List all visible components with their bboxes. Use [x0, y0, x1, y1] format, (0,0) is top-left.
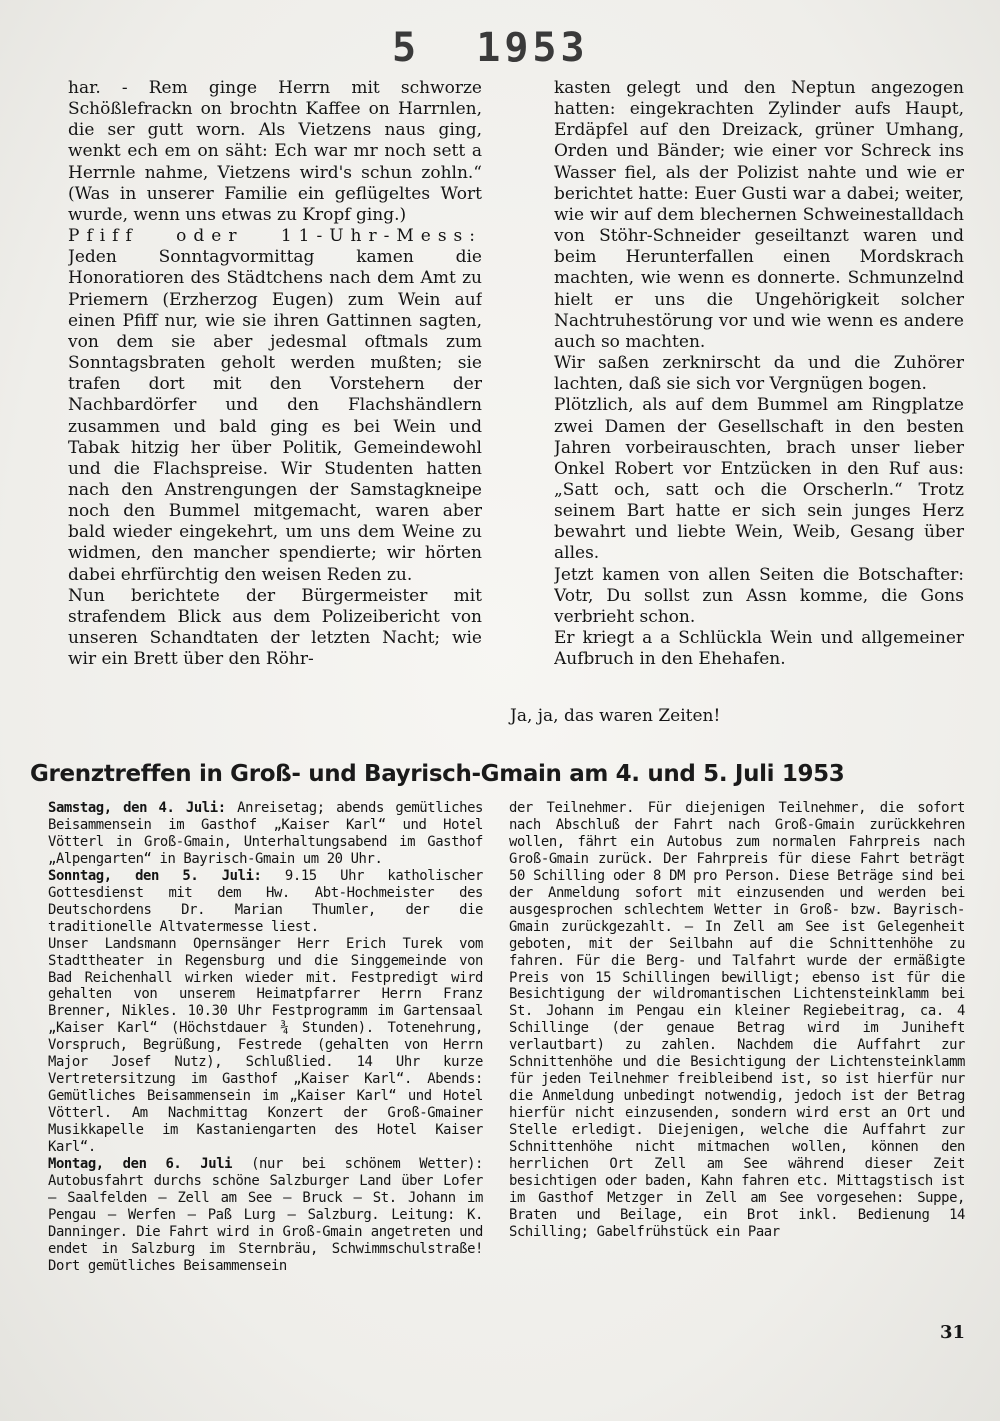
paragraph: Nun berichtete der Bürgermeister mit strafendem Blick aus dem Polizeibericht von unseren Schandtaten der letzten Nacht; wie wir ein Brett über den Röhr- — [68, 585, 482, 670]
program-day-sunday — [48, 868, 483, 936]
program-day-monday — [48, 1156, 483, 1275]
article-top-right-column — [554, 78, 964, 670]
paragraph-pfiff — [68, 226, 482, 586]
day-text: Anreisetag; abends gemütliches Beisammensein im Gasthof „Kaiser Karl“ und Hotel Vötterl in Groß-Gmain, Unterhaltungsabend im Gasthof „Alpengarten“ in Bayrisch-Gmain um 20 Uhr. — [48, 800, 483, 867]
paragraph: Wir saßen zerknirscht da und die Zuhörer lachten, daß sie sich vor Vergnügen bogen. — [554, 353, 964, 395]
page-number: 31 — [940, 1322, 966, 1343]
paragraph: kasten gelegt und den Neptun angezogen hatten: eingekrachten Zylinder aufs Haupt, Erdäpfel auf den Dreizack, grüner Umhang, Orden und Bänder; wie einer vor Schreck ins Wasser fiel, als der Polizist nahte und wie er berichtet hatte: Euer Gusti war a dabei; weiter, wie wir auf dem blechernen Schweinestalldach von Stöhr-Schneider geseiltanzt waren und beim Herunterfallen einen Mordskrach machten, wie wenn es donnerte. Schmunzelnd hielt er uns die Ungehörigkeit solcher Nachtruhestörung vor und wie wenn es andere auch so machten. — [554, 78, 964, 352]
paragraph: der Teilnehmer. Für diejenigen Teilnehmer, die sofort nach Abschluß der Fahrt nach Groß-Gmain zurückkehren wollen, fährt ein Autobus zum normalen Fahrpreis nach Groß-Gmain zurück. Der Fahrpreis für diese Fahrt beträgt 50 Schilling oder 8 DM pro Person. Diese Beträge sind bei der Anmeldung sofort mit einzusenden und werden bei ausgesprochen schlechtem Wetter in Groß- bzw. Bayrisch-Gmain zurückgezahlt. — In Zell am See ist Gelegenheit geboten, mit der Seilbahn auf die Schnittenhöhe zu fahren. Für die Berg- und Talfahrt wurde der ermäßigte Preis von 15 Schillingen bewilligt; ebenso ist für die Besichtigung der wildromantischen Lichtensteinklamm bei St. Johann im Pengau ein kleiner Regiebeitrag, ca. 4 Schillinge (der genaue Betrag wird im Juniheft verlautbart) zu zahlen. Nachdem die Auffahrt zur Schnittenhöhe und die Besichtigung der Lichtensteinklamm für jeden Teilnehmer freibleibend ist, so ist hierfür nur die Anmeldung unbedingt notwendig, jedoch ist der Betrag hierfür nicht einzusenden, sondern wird erst an Ort und Stelle erledigt. Diejenigen, welche die Auffahrt zur Schnittenhöhe nicht mitmachen wollen, können den herrlichen Ort Zell am See während dieser Zeit besichtigen oder baden, Kahn fahren etc. Mittagstisch ist im Gasthof Metzger in Zell am See vorgesehen: Suppe, Braten und Beilage, ein Brot inkl. Bedienung 14 Schilling; Gabelfrühstück ein Paar — [509, 800, 965, 1240]
paragraph: Er kriegt a a Schlückla Wein und allgemeiner Aufbruch in den Ehehafen. — [554, 628, 964, 670]
paragraph-text: Jeden Sonntagvormittag kamen die Honoratioren des Städtchens nach dem Amt zu Priemern (Erzherzog Eugen) zum Wein auf einen Pfiff nur, wie sie ihren Gattinnen sagten, von dem sie aber jedesmal oftmals zum Sonntagsbraten geholt werden mußten; sie trafen dort mit den Vorstehern der Nachbardörfer und den Flachshändlern zusammen und bald ging es bei Wein und Tabak hitzig her über Politik, Gemeindewohl und die Flachspreise. Wir Studenten hatten nach den Anstrengungen der Samstagkneipe noch den Bummel mitgemacht, waren aber bald wieder eingekehrt, um uns dem Weine zu widmen, den mancher spendierte; wir hörten dabei ehrfürchtig den weisen Reden zu. — [68, 247, 482, 585]
program-sunday-details — [48, 936, 483, 1156]
paragraph: Plötzlich, als auf dem Bummel am Ringplatze zwei Damen der Gesellschaft in den besten Jahren vorbeirauschten, brach unser lieber Onkel Robert vor Entzücken in den Ruf aus: „Satt och, satt och die Orscherln.“ Trotz seinem Bart hatte er sich sein junges Herz bewahrt und liebte Wein, Weib, Gesang über alles. — [554, 395, 964, 564]
closing-line: Ja, ja, das waren Zeiten! — [510, 706, 721, 726]
day-text: (nur bei schönem Wetter): Autobusfahrt durchs schöne Salzburger Land über Lofer — Saalfelden — Zell am See — Bruck — St. Johann im Pengau — Werfen — Paß Lurg — Salzburg. Leitung: K. Danninger. Die Fahrt wird in Groß-Gmain angetreten und endet in Salzburg im Sternbräu, Schwimmschulstraße! Dort gemütliches Beisammensein — [48, 1156, 483, 1274]
day-label: Samstag, den 4. Juli: — [48, 800, 226, 816]
article-top-left-column — [68, 78, 482, 670]
paragraph: har. - Rem ginge Herrn mit schworze Schößlefrackn on brochtn Kaffee on Harrnlen, die ser gutt worn. Als Vietzens naus ging, wenkt ech em on säht: Ech war mr noch sett a Herrnle nahme, Vietzens wird's schun zohln.“ (Was in unserer Familie ein geflügeltes Wort wurde, wenn uns etwas zu Kropf ging.) — [68, 78, 482, 225]
date-stamp: 5 1953 — [392, 25, 589, 71]
day-label: Sonntag, den 5. Juli: — [48, 867, 262, 884]
day-label: Montag, den 6. Juli — [48, 1156, 233, 1173]
article-bottom-right-column — [509, 800, 965, 1241]
article-bottom-left-column — [48, 800, 483, 1275]
day-text: 9.15 Uhr katholischer Gottesdienst mit dem Hw. Abt-Hochmeister des Deutschordens Dr. Marian Thumler, der die traditionelle Altvatermesse liest. — [48, 867, 483, 935]
paragraph: Jetzt kamen von allen Seiten die Botschafter: Votr, Du sollst zun Assn komme, die Gons verbrieht schon. — [554, 564, 964, 627]
program-day-saturday — [48, 800, 483, 868]
article-headline: Grenztreffen in Groß- und Bayrisch-Gmain am 4. und 5. Juli 1953 — [30, 761, 845, 787]
day-text: Unser Landsmann Opernsänger Herr Erich Turek vom Stadttheater in Regensburg und die Singgemeinde von Bad Reichenhall wirken wieder mit. Festpredigt wird gehalten von unserem Heimatpfarrer Herrn Franz Brenner, Nikles. 10.30 Uhr Festprogramm im Gartensaal „Kaiser Karl“ (Höchstdauer ¾ Stunden). Totenehrung, Vorspruch, Begrüßung, Festrede (gehalten von Herrn Major Josef Nutz), Schlußlied. 14 Uhr kurze Vertretersitzung im Gasthof „Kaiser Karl“. Abends: Gemütliches Beisammensein im „Kaiser Karl“ und Hotel Vötterl. Am Nachmittag Konzert der Groß-Gmainer Musikkapelle im Kastaniengarten des Hotel Kaiser Karl“. — [48, 935, 483, 1156]
section-run-in-title: Pfiff oder 11-Uhr-Mess: — [68, 226, 482, 247]
